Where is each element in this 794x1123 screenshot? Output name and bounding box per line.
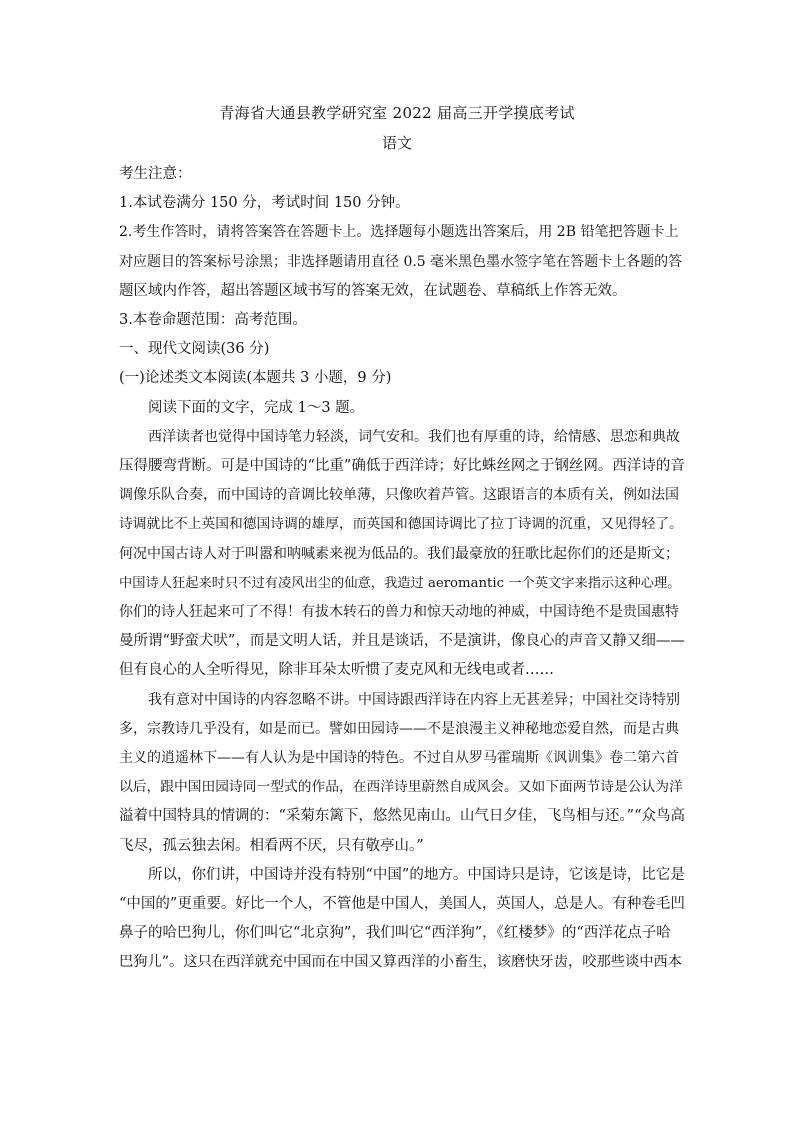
passage-line: 所以，你们讲，中国诗并没有特别“中国”的地方。中国诗只是诗，它该是诗，比它是 [148, 866, 685, 883]
notice-item-3: 3.本卷命题范围：高考范围。 [119, 312, 307, 329]
section-heading: 一、现代文阅读(36 分) [119, 341, 270, 358]
reading-instruction: 阅读下面的文字，完成 1～3 题。 [148, 399, 365, 416]
passage-line: 调像乐队合奏，而中国诗的音调比较单薄，只像吹着芦管。这跟语言的本质有关，例如法国 [119, 487, 679, 504]
exam-body [119, 160, 685, 978]
passage-line: 多，宗教诗几乎没有，如是而已。譬如田园诗——不是浪漫主义神秘地恋爱自然，而是古典 [119, 720, 679, 737]
passage-line: 中国诗人狂起来时只不过有凌风出尘的仙意，我造过 aeromantic 一个英文字来指示这种心理。 [119, 575, 681, 591]
exam-subject: 语文 [381, 134, 412, 152]
passage-line: 主义的逍遥林下——有人认为是中国诗的特色。不过自从罗马霍瑞斯《讽训集》卷二第六首 [119, 750, 679, 767]
passage-line: 鼻子的哈巴狗儿，你们叫它“北京狗”，我们叫它“西洋狗”，《红楼梦》的“西洋花点子哈 [119, 925, 671, 942]
passage-line: 溢着中国特具的情调的：“采菊东篱下，悠然见南山。山气日夕佳，飞鸟相与还。”“众鸟高 [119, 808, 685, 825]
passage-line: 飞尽，孤云独去闲。相看两不厌，只有敬亭山。” [119, 837, 424, 854]
passage-line: 曼所谓“野蛮犬吠”，而是文明人话，并且是谈话，不是演讲，像良心的声音又静又细—— [119, 633, 685, 650]
passage-line: 压得腰弯背断。可是中国诗的“比重”确低于西洋诗；好比蛛丝网之于钢丝网。西洋诗的音 [119, 458, 685, 475]
passage-line: 我有意对中国诗的内容忽略不讲。中国诗跟西洋诗在内容上无甚差异；中国社交诗特别 [148, 691, 680, 708]
passage-line: 以后，跟中国田园诗同一型式的作品，在西洋诗里蔚然自成风会。又如下面两节诗是公认为洋 [119, 779, 683, 796]
notice-item-1: 1.本试卷满分 150 分，考试时间 150 分钟。 [119, 195, 410, 212]
passage-line: 巴狗儿”。这只在西洋就充中国而在中国又算西洋的小畜生，该磨快牙齿，咬那些谈中西本 [119, 954, 683, 971]
notice-item-2-line: 对应题目的答案标号涂黑；非选择题请用直径 0.5 毫米黑色墨水签字笔在答题卡上各题的答 [119, 253, 683, 270]
passage-paragraph-1 [119, 423, 685, 686]
passage-paragraph-2 [119, 686, 685, 861]
notice-item-2-line: 题区域内作答，超出答题区域书写的答案无效，在试题卷、草稿纸上作答无效。 [119, 282, 627, 299]
passage-line: “中国的”更重要。好比一个人，不管他是中国人，美国人，英国人，总是人。有种卷毛凹 [119, 896, 685, 913]
passage-line: 何况中国古诗人对于叫嚣和呐喊素来视为低品的。我们最豪放的狂歌比起你们的还是斯文； [119, 545, 679, 562]
notice-item-2-line: 2.考生作答时，请将答案答在答题卡上。选择题每小题选出答案后，用 2B 铅笔把答题卡上 [119, 224, 679, 241]
passage-line: 你们的诗人狂起来可了不得！有拔木转石的兽力和惊天动地的神威，中国诗绝不是贵国惠特 [119, 604, 679, 621]
passage-line: 但有良心的人全听得见，除非耳朵太听惯了麦克风和无线电或者…… [119, 662, 554, 679]
notice-heading: 考生注意： [119, 166, 192, 182]
passage-line: 诗调就比不上英国和德国诗调的雄厚，而英国和德国诗调比了拉丁诗调的沉重，又见得轻了。 [119, 516, 683, 533]
subsection-heading: (一)论述类文本阅读(本题共 3 小题，9 分) [119, 370, 392, 387]
exam-title: 青海省大通县教学研究室 2022 届高三开学摸底考试 [219, 104, 575, 122]
passage-paragraph-3 [119, 861, 685, 978]
passage-line: 西洋读者也觉得中国诗笔力轻淡，词气安和。我们也有厚重的诗，给情感、思恋和典故 [148, 428, 680, 445]
